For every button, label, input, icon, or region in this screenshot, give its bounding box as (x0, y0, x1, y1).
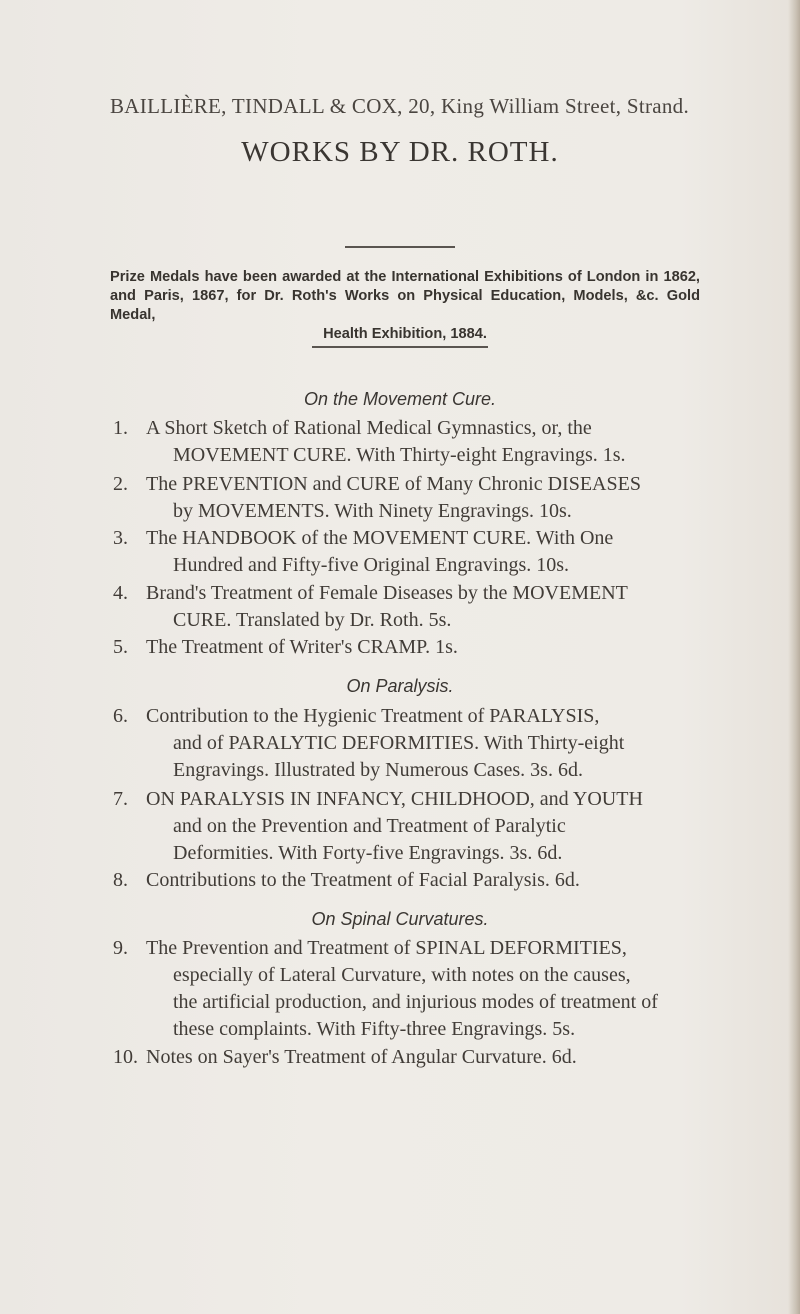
list-item (113, 703, 773, 784)
item-number: 6. (113, 705, 128, 727)
item-number: 7. (113, 788, 128, 810)
section-heading-spinal-curvatures: On Spinal Curvatures. (311, 909, 489, 929)
item-number: 10. (113, 1046, 138, 1068)
list-item (113, 471, 773, 525)
item-text: the artificial production, and injurious modes of treatment of (173, 991, 658, 1013)
prize-notice-line3: Health Exhibition, 1884. (323, 326, 487, 342)
item-text: A Short Sketch of Rational Medical Gymnastics, or, the (146, 417, 592, 439)
list-item (113, 1044, 773, 1071)
item-text: The PREVENTION and CURE of Many Chronic DISEASES (146, 473, 641, 495)
top-divider (345, 246, 455, 248)
item-text: Deformities. With Forty-five Engravings. 3s. 6d. (173, 842, 563, 864)
item-text: Engravings. Illustrated by Numerous Cases. 3s. 6d. (173, 759, 583, 781)
prize-notice-line2: and Paris, 1867, for Dr. Roth's Works on Physical Education, Models, &c. Gold Medal, (110, 288, 700, 323)
item-text: Notes on Sayer's Treatment of Angular Curvature. 6d. (146, 1046, 577, 1068)
item-text: CURE. Translated by Dr. Roth. 5s. (173, 609, 452, 631)
item-text: Hundred and Fifty-five Original Engravings. 10s. (173, 554, 570, 576)
item-text: The HANDBOOK of the MOVEMENT CURE. With One (146, 527, 614, 549)
bottom-divider (312, 346, 488, 348)
section-heading-paralysis: On Paralysis. (346, 676, 454, 696)
item-number: 5. (113, 636, 128, 658)
item-text: and of PARALYTIC DEFORMITIES. With Thirty-eight (173, 732, 625, 754)
item-text: Brand's Treatment of Female Diseases by the MOVEMENT (146, 582, 628, 604)
list-item (113, 867, 773, 894)
page-title: WORKS BY DR. ROTH. (241, 136, 559, 168)
list-item (113, 525, 773, 579)
item-number: 9. (113, 937, 128, 959)
list-item (113, 935, 773, 1043)
section-heading-movement-cure: On the Movement Cure. (303, 389, 497, 409)
item-number: 2. (113, 473, 128, 495)
page-edge-shadow (788, 0, 800, 1314)
publisher-header: BAILLIÈRE, TINDALL & COX, 20, King William Street, Strand. (110, 94, 690, 118)
item-text: The Treatment of Writer's CRAMP. 1s. (146, 636, 458, 658)
list-item (113, 786, 773, 867)
prize-notice (110, 268, 700, 344)
item-number: 4. (113, 582, 128, 604)
item-text: MOVEMENT CURE. With Thirty-eight Engravings. 1s. (173, 444, 626, 466)
item-text: especially of Lateral Curvature, with notes on the causes, (173, 964, 631, 986)
list-item (113, 634, 773, 661)
item-number: 3. (113, 527, 128, 549)
list-item (113, 415, 773, 469)
item-number: 1. (113, 417, 128, 439)
item-text: The Prevention and Treatment of SPINAL DEFORMITIES, (146, 937, 627, 959)
item-text: ON PARALYSIS IN INFANCY, CHILDHOOD, and YOUTH (146, 788, 643, 810)
item-text: these complaints. With Fifty-three Engravings. 5s. (173, 1018, 576, 1040)
item-number: 8. (113, 869, 128, 891)
item-text: Contribution to the Hygienic Treatment of PARALYSIS, (146, 705, 600, 727)
item-text: Contributions to the Treatment of Facial Paralysis. 6d. (146, 869, 580, 891)
item-text: by MOVEMENTS. With Ninety Engravings. 10s. (173, 500, 572, 522)
list-item (113, 580, 773, 634)
item-text: and on the Prevention and Treatment of Paralytic (173, 815, 566, 837)
prize-notice-line1: Prize Medals have been awarded at the International Exhibitions of London in 1862, (110, 269, 700, 285)
